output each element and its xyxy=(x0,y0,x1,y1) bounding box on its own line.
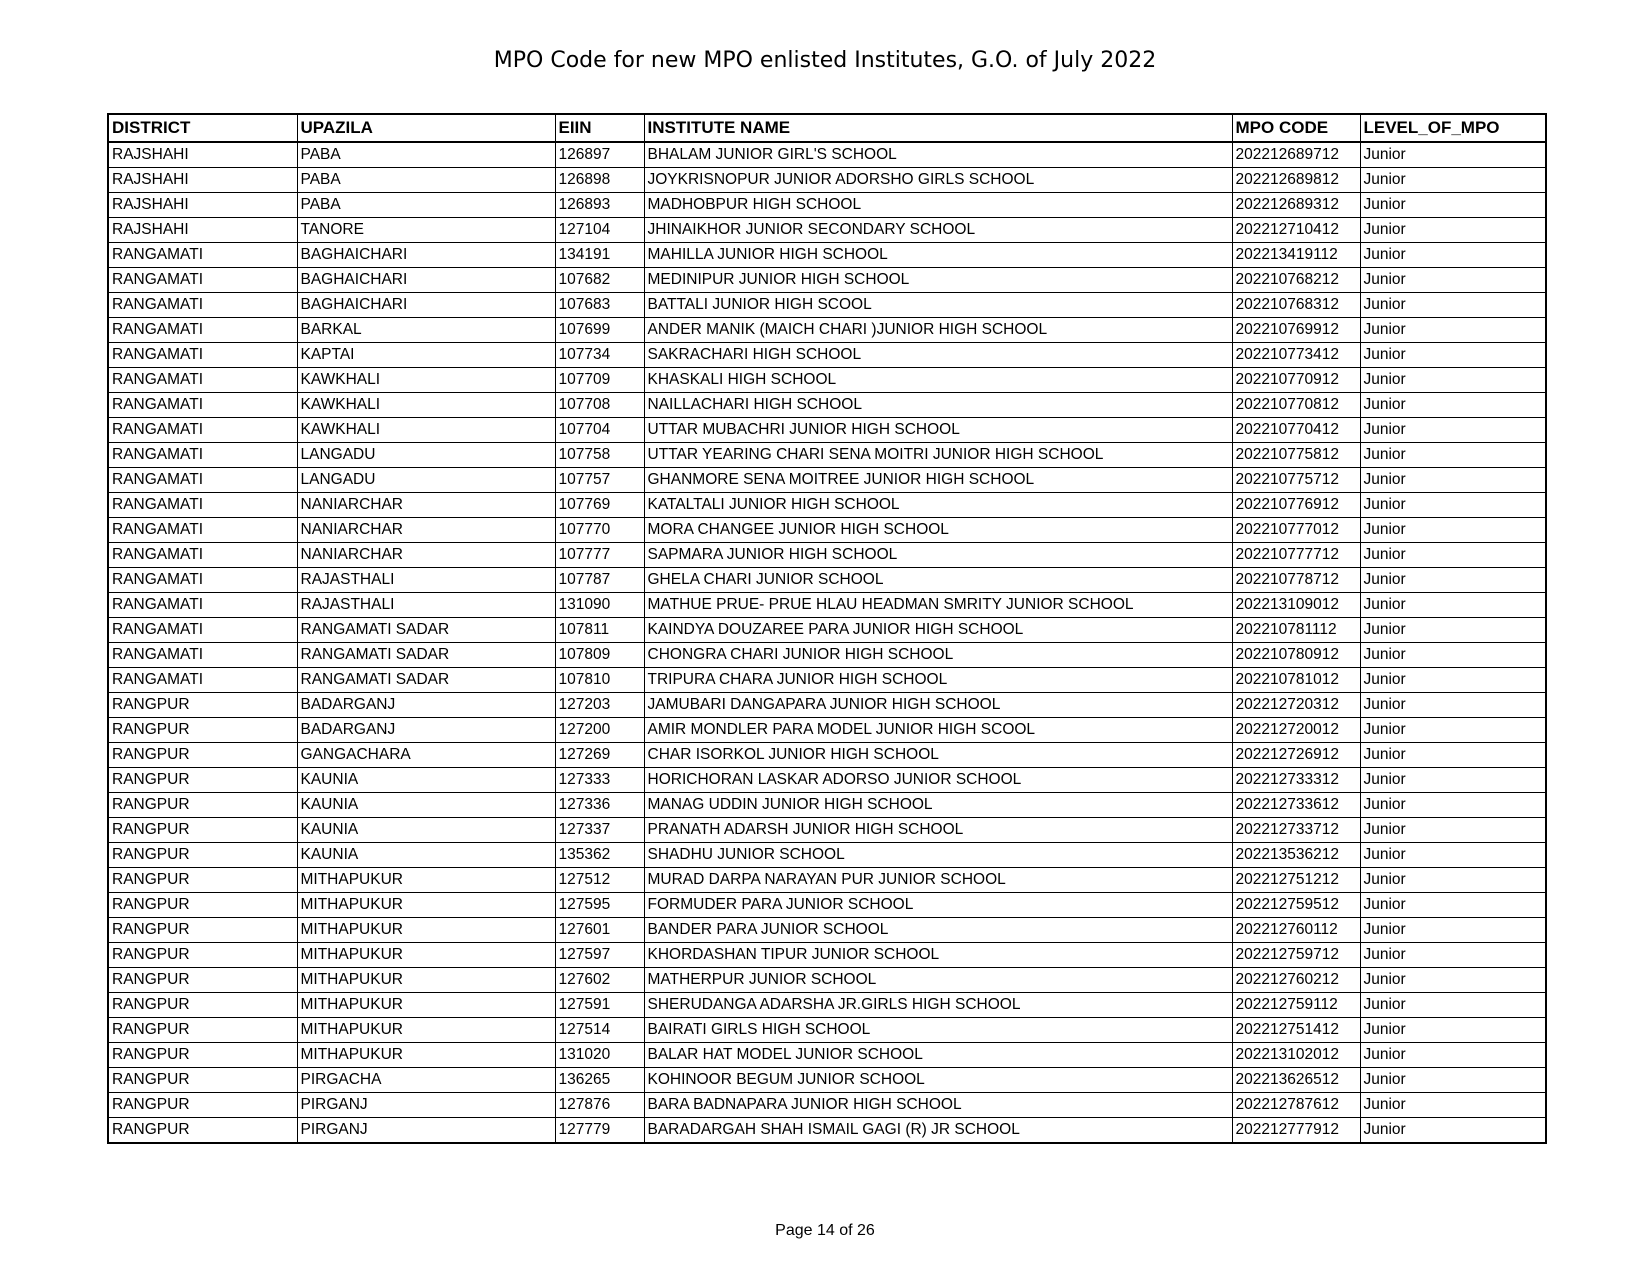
upazila-cell: RANGAMATI SADAR xyxy=(297,618,555,643)
level-of-mpo-cell: Junior xyxy=(1360,293,1546,318)
table-row xyxy=(108,668,1546,693)
upazila-cell: LANGADU xyxy=(297,443,555,468)
district-cell: RANGAMATI xyxy=(108,418,297,443)
institute-name-cell: AMIR MONDLER PARA MODEL JUNIOR HIGH SCOOL xyxy=(644,718,1232,743)
upazila-cell: RANGAMATI SADAR xyxy=(297,643,555,668)
table-row xyxy=(108,818,1546,843)
mpo-code-cell: 202210770412 xyxy=(1232,418,1360,443)
upazila-cell: PABA xyxy=(297,168,555,193)
upazila-cell: BADARGANJ xyxy=(297,718,555,743)
table-row xyxy=(108,418,1546,443)
mpo-code-cell: 202212777912 xyxy=(1232,1118,1360,1144)
level-of-mpo-cell: Junior xyxy=(1360,243,1546,268)
eiin-cell: 107757 xyxy=(555,468,644,493)
institute-name-cell: SHADHU JUNIOR SCHOOL xyxy=(644,843,1232,868)
institute-name-cell: SHERUDANGA ADARSHA JR.GIRLS HIGH SCHOOL xyxy=(644,993,1232,1018)
level-of-mpo-cell: Junior xyxy=(1360,868,1546,893)
upazila-cell: BARKAL xyxy=(297,318,555,343)
level-of-mpo-cell: Junior xyxy=(1360,893,1546,918)
table-row xyxy=(108,643,1546,668)
district-cell: RANGPUR xyxy=(108,1093,297,1118)
level-of-mpo-cell: Junior xyxy=(1360,268,1546,293)
mpo-code-cell: 202212689312 xyxy=(1232,193,1360,218)
level-of-mpo-cell: Junior xyxy=(1360,918,1546,943)
table-row xyxy=(108,443,1546,468)
eiin-cell: 127333 xyxy=(555,768,644,793)
level-of-mpo-cell: Junior xyxy=(1360,168,1546,193)
table-row xyxy=(108,543,1546,568)
upazila-cell: MITHAPUKUR xyxy=(297,868,555,893)
mpo-code-cell: 202213419112 xyxy=(1232,243,1360,268)
level-of-mpo-cell: Junior xyxy=(1360,643,1546,668)
upazila-cell: PIRGANJ xyxy=(297,1093,555,1118)
eiin-cell: 127876 xyxy=(555,1093,644,1118)
institute-name-cell: JOYKRISNOPUR JUNIOR ADORSHO GIRLS SCHOOL xyxy=(644,168,1232,193)
upazila-cell: NANIARCHAR xyxy=(297,493,555,518)
institute-name-cell: BARA BADNAPARA JUNIOR HIGH SCHOOL xyxy=(644,1093,1232,1118)
upazila-cell: MITHAPUKUR xyxy=(297,943,555,968)
institute-name-cell: KHASKALI HIGH SCHOOL xyxy=(644,368,1232,393)
mpo-code-cell: 202210775812 xyxy=(1232,443,1360,468)
institute-name-cell: KHORDASHAN TIPUR JUNIOR SCHOOL xyxy=(644,943,1232,968)
table-row xyxy=(108,868,1546,893)
table-row xyxy=(108,293,1546,318)
level-of-mpo-cell: Junior xyxy=(1360,393,1546,418)
header-upazila: UPAZILA xyxy=(297,114,555,142)
mpo-code-cell: 202212760112 xyxy=(1232,918,1360,943)
district-cell: RAJSHAHI xyxy=(108,168,297,193)
level-of-mpo-cell: Junior xyxy=(1360,968,1546,993)
mpo-code-cell: 202210777012 xyxy=(1232,518,1360,543)
district-cell: RANGPUR xyxy=(108,918,297,943)
eiin-cell: 107734 xyxy=(555,343,644,368)
eiin-cell: 127203 xyxy=(555,693,644,718)
mpo-code-cell: 202210775712 xyxy=(1232,468,1360,493)
upazila-cell: KAUNIA xyxy=(297,843,555,868)
upazila-cell: NANIARCHAR xyxy=(297,543,555,568)
eiin-cell: 107683 xyxy=(555,293,644,318)
district-cell: RANGAMATI xyxy=(108,618,297,643)
mpo-code-cell: 202212787612 xyxy=(1232,1093,1360,1118)
district-cell: RANGAMATI xyxy=(108,568,297,593)
institute-name-cell: JAMUBARI DANGAPARA JUNIOR HIGH SCHOOL xyxy=(644,693,1232,718)
institute-name-cell: CHAR ISORKOL JUNIOR HIGH SCHOOL xyxy=(644,743,1232,768)
eiin-cell: 127337 xyxy=(555,818,644,843)
institute-name-cell: MAHILLA JUNIOR HIGH SCHOOL xyxy=(644,243,1232,268)
district-cell: RAJSHAHI xyxy=(108,218,297,243)
upazila-cell: PIRGACHA xyxy=(297,1068,555,1093)
institute-name-cell: NAILLACHARI HIGH SCHOOL xyxy=(644,393,1232,418)
institute-name-cell: BARADARGAH SHAH ISMAIL GAGI (R) JR SCHOOL xyxy=(644,1118,1232,1144)
table-row xyxy=(108,593,1546,618)
level-of-mpo-cell: Junior xyxy=(1360,443,1546,468)
eiin-cell: 107699 xyxy=(555,318,644,343)
district-cell: RANGPUR xyxy=(108,993,297,1018)
district-cell: RANGAMATI xyxy=(108,393,297,418)
institute-name-cell: BAIRATI GIRLS HIGH SCHOOL xyxy=(644,1018,1232,1043)
eiin-cell: 107709 xyxy=(555,368,644,393)
eiin-cell: 107682 xyxy=(555,268,644,293)
mpo-table xyxy=(107,113,1547,1144)
table-row xyxy=(108,1043,1546,1068)
institute-name-cell: MANAG UDDIN JUNIOR HIGH SCHOOL xyxy=(644,793,1232,818)
table-row xyxy=(108,318,1546,343)
eiin-cell: 131020 xyxy=(555,1043,644,1068)
eiin-cell: 127512 xyxy=(555,868,644,893)
district-cell: RANGPUR xyxy=(108,718,297,743)
eiin-cell: 127591 xyxy=(555,993,644,1018)
institute-name-cell: BATTALI JUNIOR HIGH SCOOL xyxy=(644,293,1232,318)
table-row xyxy=(108,393,1546,418)
eiin-cell: 107769 xyxy=(555,493,644,518)
table-row xyxy=(108,493,1546,518)
level-of-mpo-cell: Junior xyxy=(1360,468,1546,493)
eiin-cell: 127602 xyxy=(555,968,644,993)
upazila-cell: KAWKHALI xyxy=(297,393,555,418)
table-row xyxy=(108,918,1546,943)
table-row xyxy=(108,943,1546,968)
district-cell: RANGPUR xyxy=(108,693,297,718)
district-cell: RANGPUR xyxy=(108,743,297,768)
district-cell: RANGAMATI xyxy=(108,368,297,393)
upazila-cell: PIRGANJ xyxy=(297,1118,555,1144)
eiin-cell: 107810 xyxy=(555,668,644,693)
institute-name-cell: MATHUE PRUE- PRUE HLAU HEADMAN SMRITY JUNIOR SCHOOL xyxy=(644,593,1232,618)
level-of-mpo-cell: Junior xyxy=(1360,1043,1546,1068)
mpo-code-cell: 202212733312 xyxy=(1232,768,1360,793)
institute-name-cell: ANDER MANIK (MAICH CHARI )JUNIOR HIGH SCHOOL xyxy=(644,318,1232,343)
mpo-code-cell: 202210776912 xyxy=(1232,493,1360,518)
mpo-code-cell: 202213102012 xyxy=(1232,1043,1360,1068)
upazila-cell: MITHAPUKUR xyxy=(297,1043,555,1068)
upazila-cell: RAJASTHALI xyxy=(297,593,555,618)
upazila-cell: KAUNIA xyxy=(297,793,555,818)
table-row xyxy=(108,893,1546,918)
institute-name-cell: JHINAIKHOR JUNIOR SECONDARY SCHOOL xyxy=(644,218,1232,243)
mpo-code-cell: 202213626512 xyxy=(1232,1068,1360,1093)
header-eiin: EIIN xyxy=(555,114,644,142)
eiin-cell: 135362 xyxy=(555,843,644,868)
level-of-mpo-cell: Junior xyxy=(1360,618,1546,643)
level-of-mpo-cell: Junior xyxy=(1360,718,1546,743)
level-of-mpo-cell: Junior xyxy=(1360,218,1546,243)
level-of-mpo-cell: Junior xyxy=(1360,1093,1546,1118)
district-cell: RANGAMATI xyxy=(108,643,297,668)
institute-name-cell: MURAD DARPA NARAYAN PUR JUNIOR SCHOOL xyxy=(644,868,1232,893)
upazila-cell: BADARGANJ xyxy=(297,693,555,718)
institute-name-cell: KATALTALI JUNIOR HIGH SCHOOL xyxy=(644,493,1232,518)
district-cell: RANGPUR xyxy=(108,868,297,893)
upazila-cell: MITHAPUKUR xyxy=(297,968,555,993)
table-row xyxy=(108,1118,1546,1144)
district-cell: RANGAMATI xyxy=(108,293,297,318)
upazila-cell: BAGHAICHARI xyxy=(297,293,555,318)
institute-name-cell: MORA CHANGEE JUNIOR HIGH SCHOOL xyxy=(644,518,1232,543)
header-mpo-code: MPO CODE xyxy=(1232,114,1360,142)
institute-name-cell: PRANATH ADARSH JUNIOR HIGH SCHOOL xyxy=(644,818,1232,843)
mpo-code-cell: 202210781012 xyxy=(1232,668,1360,693)
eiin-cell: 131090 xyxy=(555,593,644,618)
level-of-mpo-cell: Junior xyxy=(1360,743,1546,768)
mpo-code-cell: 202210781112 xyxy=(1232,618,1360,643)
institute-name-cell: GHELA CHARI JUNIOR SCHOOL xyxy=(644,568,1232,593)
upazila-cell: KAWKHALI xyxy=(297,368,555,393)
mpo-code-cell: 202212751212 xyxy=(1232,868,1360,893)
level-of-mpo-cell: Junior xyxy=(1360,193,1546,218)
institute-name-cell: KAINDYA DOUZAREE PARA JUNIOR HIGH SCHOOL xyxy=(644,618,1232,643)
table-row xyxy=(108,768,1546,793)
eiin-cell: 127269 xyxy=(555,743,644,768)
table-body xyxy=(108,142,1546,1143)
mpo-code-cell: 202212760212 xyxy=(1232,968,1360,993)
table-row xyxy=(108,518,1546,543)
eiin-cell: 107708 xyxy=(555,393,644,418)
upazila-cell: LANGADU xyxy=(297,468,555,493)
institute-name-cell: TRIPURA CHARA JUNIOR HIGH SCHOOL xyxy=(644,668,1232,693)
district-cell: RANGPUR xyxy=(108,893,297,918)
table-row xyxy=(108,368,1546,393)
table-row xyxy=(108,1093,1546,1118)
level-of-mpo-cell: Junior xyxy=(1360,493,1546,518)
upazila-cell: TANORE xyxy=(297,218,555,243)
table-row xyxy=(108,343,1546,368)
institute-name-cell: MATHERPUR JUNIOR SCHOOL xyxy=(644,968,1232,993)
eiin-cell: 126897 xyxy=(555,142,644,168)
upazila-cell: GANGACHARA xyxy=(297,743,555,768)
mpo-code-cell: 202212759712 xyxy=(1232,943,1360,968)
mpo-code-cell: 202212733712 xyxy=(1232,818,1360,843)
institute-name-cell: MEDINIPUR JUNIOR HIGH SCHOOL xyxy=(644,268,1232,293)
eiin-cell: 127336 xyxy=(555,793,644,818)
institute-name-cell: SAPMARA JUNIOR HIGH SCHOOL xyxy=(644,543,1232,568)
district-cell: RANGAMATI xyxy=(108,343,297,368)
district-cell: RANGPUR xyxy=(108,1068,297,1093)
upazila-cell: BAGHAICHARI xyxy=(297,268,555,293)
level-of-mpo-cell: Junior xyxy=(1360,668,1546,693)
mpo-code-cell: 202210773412 xyxy=(1232,343,1360,368)
table-row xyxy=(108,243,1546,268)
level-of-mpo-cell: Junior xyxy=(1360,368,1546,393)
level-of-mpo-cell: Junior xyxy=(1360,1068,1546,1093)
eiin-cell: 126898 xyxy=(555,168,644,193)
mpo-code-cell: 202212726912 xyxy=(1232,743,1360,768)
district-cell: RANGPUR xyxy=(108,768,297,793)
level-of-mpo-cell: Junior xyxy=(1360,418,1546,443)
institute-name-cell: SAKRACHARI HIGH SCHOOL xyxy=(644,343,1232,368)
district-cell: RANGAMATI xyxy=(108,468,297,493)
district-cell: RANGPUR xyxy=(108,843,297,868)
upazila-cell: PABA xyxy=(297,142,555,168)
district-cell: RANGAMATI xyxy=(108,543,297,568)
table-row xyxy=(108,568,1546,593)
eiin-cell: 107770 xyxy=(555,518,644,543)
eiin-cell: 127779 xyxy=(555,1118,644,1144)
level-of-mpo-cell: Junior xyxy=(1360,142,1546,168)
mpo-code-cell: 202210768312 xyxy=(1232,293,1360,318)
district-cell: RANGAMATI xyxy=(108,668,297,693)
upazila-cell: MITHAPUKUR xyxy=(297,918,555,943)
table-row xyxy=(108,218,1546,243)
header-district: DISTRICT xyxy=(108,114,297,142)
mpo-code-cell: 202213536212 xyxy=(1232,843,1360,868)
institute-name-cell: UTTAR YEARING CHARI SENA MOITRI JUNIOR HIGH SCHOOL xyxy=(644,443,1232,468)
table-row xyxy=(108,693,1546,718)
level-of-mpo-cell: Junior xyxy=(1360,1018,1546,1043)
district-cell: RANGAMATI xyxy=(108,518,297,543)
upazila-cell: MITHAPUKUR xyxy=(297,993,555,1018)
table-row xyxy=(108,743,1546,768)
table-row xyxy=(108,142,1546,168)
district-cell: RANGPUR xyxy=(108,1118,297,1144)
mpo-code-cell: 202212689712 xyxy=(1232,142,1360,168)
mpo-code-cell: 202212751412 xyxy=(1232,1018,1360,1043)
table-row xyxy=(108,468,1546,493)
district-cell: RANGPUR xyxy=(108,943,297,968)
level-of-mpo-cell: Junior xyxy=(1360,993,1546,1018)
mpo-code-cell: 202212759512 xyxy=(1232,893,1360,918)
header-level-of-mpo: LEVEL_OF_MPO xyxy=(1360,114,1546,142)
table-row xyxy=(108,843,1546,868)
upazila-cell: KAUNIA xyxy=(297,818,555,843)
level-of-mpo-cell: Junior xyxy=(1360,543,1546,568)
eiin-cell: 127597 xyxy=(555,943,644,968)
table-row xyxy=(108,793,1546,818)
eiin-cell: 127200 xyxy=(555,718,644,743)
level-of-mpo-cell: Junior xyxy=(1360,693,1546,718)
mpo-code-cell: 202210768212 xyxy=(1232,268,1360,293)
eiin-cell: 107787 xyxy=(555,568,644,593)
table-row xyxy=(108,168,1546,193)
mpo-code-cell: 202210770812 xyxy=(1232,393,1360,418)
mpo-code-cell: 202212710412 xyxy=(1232,218,1360,243)
level-of-mpo-cell: Junior xyxy=(1360,318,1546,343)
eiin-cell: 107777 xyxy=(555,543,644,568)
district-cell: RAJSHAHI xyxy=(108,193,297,218)
eiin-cell: 107811 xyxy=(555,618,644,643)
eiin-cell: 127104 xyxy=(555,218,644,243)
institute-name-cell: BHALAM JUNIOR GIRL'S SCHOOL xyxy=(644,142,1232,168)
level-of-mpo-cell: Junior xyxy=(1360,843,1546,868)
upazila-cell: KAPTAI xyxy=(297,343,555,368)
upazila-cell: PABA xyxy=(297,193,555,218)
table-header-row xyxy=(108,114,1546,142)
district-cell: RANGAMATI xyxy=(108,593,297,618)
mpo-code-cell: 202212733612 xyxy=(1232,793,1360,818)
district-cell: RANGPUR xyxy=(108,1018,297,1043)
eiin-cell: 126893 xyxy=(555,193,644,218)
eiin-cell: 127514 xyxy=(555,1018,644,1043)
level-of-mpo-cell: Junior xyxy=(1360,943,1546,968)
table-row xyxy=(108,193,1546,218)
upazila-cell: RANGAMATI SADAR xyxy=(297,668,555,693)
institute-name-cell: KOHINOOR BEGUM JUNIOR SCHOOL xyxy=(644,1068,1232,1093)
mpo-code-cell: 202213109012 xyxy=(1232,593,1360,618)
level-of-mpo-cell: Junior xyxy=(1360,793,1546,818)
mpo-code-cell: 202212720312 xyxy=(1232,693,1360,718)
header-institute-name: INSTITUTE NAME xyxy=(644,114,1232,142)
district-cell: RANGAMATI xyxy=(108,443,297,468)
mpo-code-cell: 202210770912 xyxy=(1232,368,1360,393)
district-cell: RANGPUR xyxy=(108,1043,297,1068)
table-row xyxy=(108,968,1546,993)
institute-name-cell: FORMUDER PARA JUNIOR SCHOOL xyxy=(644,893,1232,918)
eiin-cell: 134191 xyxy=(555,243,644,268)
institute-name-cell: BANDER PARA JUNIOR SCHOOL xyxy=(644,918,1232,943)
district-cell: RANGPUR xyxy=(108,818,297,843)
institute-name-cell: HORICHORAN LASKAR ADORSO JUNIOR SCHOOL xyxy=(644,768,1232,793)
table-row xyxy=(108,993,1546,1018)
institute-name-cell: GHANMORE SENA MOITREE JUNIOR HIGH SCHOOL xyxy=(644,468,1232,493)
upazila-cell: MITHAPUKUR xyxy=(297,1018,555,1043)
eiin-cell: 127601 xyxy=(555,918,644,943)
mpo-code-cell: 202212689812 xyxy=(1232,168,1360,193)
eiin-cell: 107704 xyxy=(555,418,644,443)
upazila-cell: NANIARCHAR xyxy=(297,518,555,543)
mpo-code-cell: 202212720012 xyxy=(1232,718,1360,743)
level-of-mpo-cell: Junior xyxy=(1360,593,1546,618)
mpo-code-cell: 202210778712 xyxy=(1232,568,1360,593)
district-cell: RANGAMATI xyxy=(108,493,297,518)
upazila-cell: KAWKHALI xyxy=(297,418,555,443)
eiin-cell: 107758 xyxy=(555,443,644,468)
upazila-cell: RAJASTHALI xyxy=(297,568,555,593)
district-cell: RAJSHAHI xyxy=(108,142,297,168)
institute-name-cell: UTTAR MUBACHRI JUNIOR HIGH SCHOOL xyxy=(644,418,1232,443)
level-of-mpo-cell: Junior xyxy=(1360,568,1546,593)
mpo-code-cell: 202210780912 xyxy=(1232,643,1360,668)
level-of-mpo-cell: Junior xyxy=(1360,1118,1546,1144)
table-row xyxy=(108,268,1546,293)
level-of-mpo-cell: Junior xyxy=(1360,768,1546,793)
table-row xyxy=(108,1018,1546,1043)
table-row xyxy=(108,1068,1546,1093)
eiin-cell: 136265 xyxy=(555,1068,644,1093)
upazila-cell: KAUNIA xyxy=(297,768,555,793)
upazila-cell: BAGHAICHARI xyxy=(297,243,555,268)
level-of-mpo-cell: Junior xyxy=(1360,343,1546,368)
eiin-cell: 107809 xyxy=(555,643,644,668)
mpo-code-cell: 202210769912 xyxy=(1232,318,1360,343)
eiin-cell: 127595 xyxy=(555,893,644,918)
table-row xyxy=(108,718,1546,743)
district-cell: RANGAMATI xyxy=(108,268,297,293)
upazila-cell: MITHAPUKUR xyxy=(297,893,555,918)
mpo-code-cell: 202212759112 xyxy=(1232,993,1360,1018)
district-cell: RANGAMATI xyxy=(108,243,297,268)
level-of-mpo-cell: Junior xyxy=(1360,518,1546,543)
page-number: Page 14 of 26 xyxy=(775,1222,875,1239)
page-title: MPO Code for new MPO enlisted Institutes, G.O. of July 2022 xyxy=(493,48,1157,73)
district-cell: RANGPUR xyxy=(108,793,297,818)
district-cell: RANGAMATI xyxy=(108,318,297,343)
mpo-code-cell: 202210777712 xyxy=(1232,543,1360,568)
institute-name-cell: MADHOBPUR HIGH SCHOOL xyxy=(644,193,1232,218)
institute-name-cell: CHONGRA CHARI JUNIOR HIGH SCHOOL xyxy=(644,643,1232,668)
institute-name-cell: BALAR HAT MODEL JUNIOR SCHOOL xyxy=(644,1043,1232,1068)
level-of-mpo-cell: Junior xyxy=(1360,818,1546,843)
district-cell: RANGPUR xyxy=(108,968,297,993)
table-row xyxy=(108,618,1546,643)
